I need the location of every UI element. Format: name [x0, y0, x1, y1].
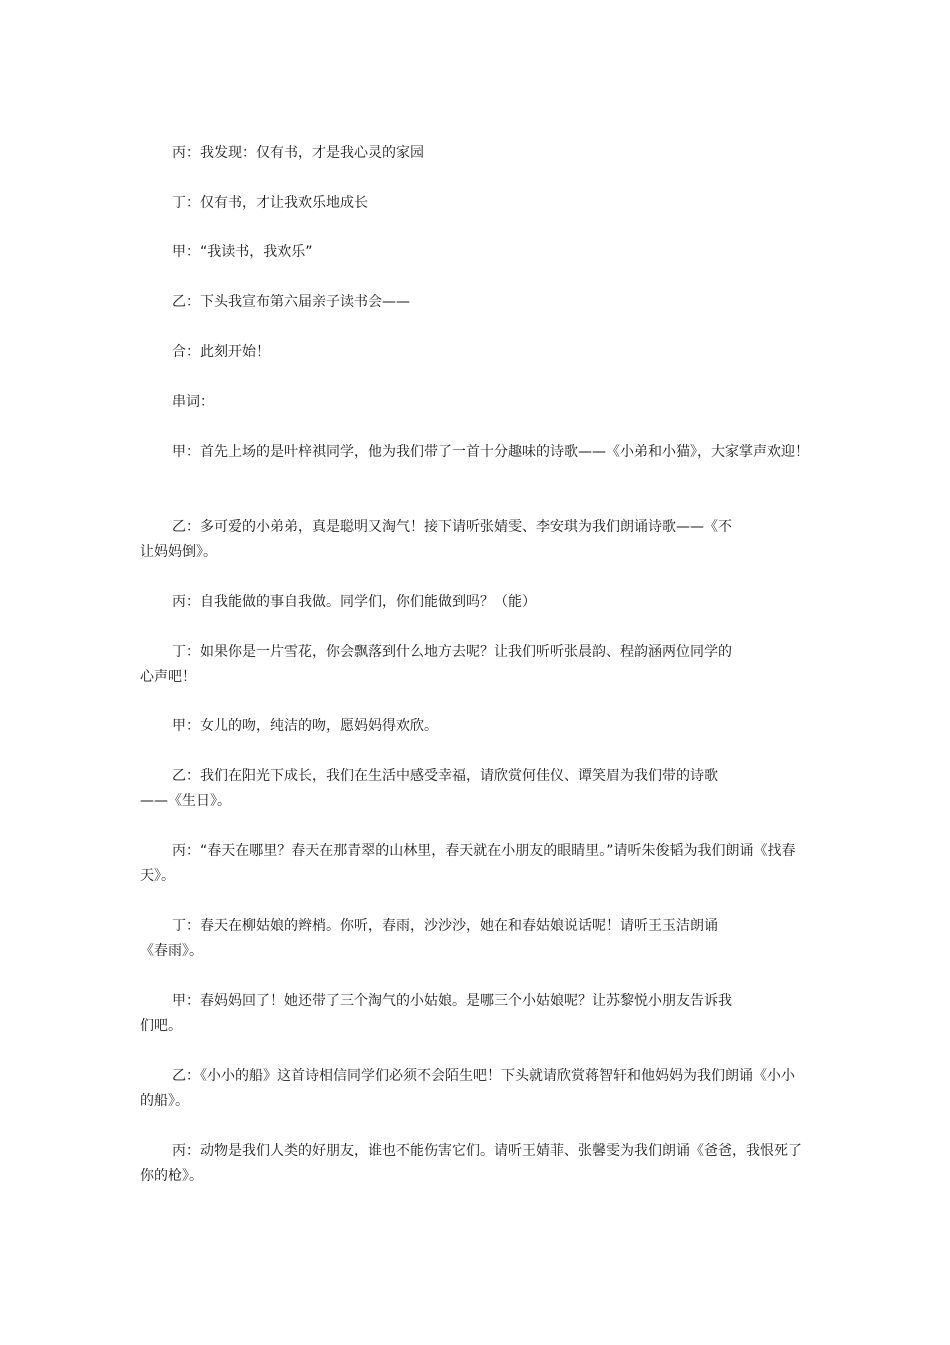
paragraph-chuanci-heading: 串词： — [172, 394, 214, 410]
paragraph-ding-spring-rain: 丁：春天在柳姑娘的辫梢。你听，春雨，沙沙沙，她在和春姑娘说话呢！请听王玉洁朗诵《春雨》。 — [140, 918, 718, 959]
paragraph-jia-spring-mother: 甲：春妈妈回了！她还带了三个淘气的小姑娘。是哪三个小姑娘呢？让苏黎悦小朋友告诉我们吧。 — [140, 993, 732, 1034]
paragraph-jia-daughters-kiss: 甲：女儿的吻，纯洁的吻，愿妈妈得欢欣。 — [172, 718, 438, 734]
paragraph-ding-growth: 丁：仅有书，才让我欢乐地成长 — [172, 195, 368, 211]
paragraph-yi-announce: 乙：下头我宣布第六届亲子读书会—— — [172, 294, 410, 310]
paragraph-bing-self-reliance: 丙：自我能做的事自我做。同学们，你们能做到吗？（能） — [172, 594, 536, 610]
paragraph-jia-slogan: 甲：“我读书，我欢乐” — [172, 244, 313, 260]
paragraph-he-start: 合：此刻开始！ — [172, 344, 270, 360]
paragraph-yi-birthday: 乙：我们在阳光下成长，我们在生活中感受幸福，请欣赏何佳仪、谭笑眉为我们带的诗歌——《生日》。 — [140, 768, 718, 809]
paragraph-yi-little-boat: 乙：《小小的船》这首诗相信同学们必须不会陌生吧！下头就请欣赏蒋智轩和他妈妈为我们朗诵《小小的船》。 — [140, 1068, 795, 1109]
paragraph-bing-spring: 丙：“春天在哪里？春天在那青翠的山林里，春天就在小朋友的眼睛里。”请听朱俊韬为我们朗诵《找春天》。 — [140, 843, 796, 884]
paragraph-ding-snowflake: 丁：如果你是一片雪花，你会飘落到什么地方去呢？让我们听听张晨韵、程韵涵两位同学的心声吧！ — [140, 644, 732, 685]
paragraph-bing-discovery: 丙：我发现：仅有书，才是我心灵的家园 — [172, 145, 424, 161]
paragraph-bing-animals: 丙：动物是我们人类的好朋友，谁也不能伤害它们。请听王婧菲、张馨雯为我们朗诵《爸爸，我恨死了你的枪》。 — [140, 1143, 802, 1184]
paragraph-jia-first-performer: 甲：首先上场的是叶梓祺同学，他为我们带了一首十分趣味的诗歌——《小弟和小猫》，大家掌声欢迎！ — [172, 444, 809, 460]
paragraph-yi-little-brother: 乙：多可爱的小弟弟，真是聪明又淘气！接下请听张婧雯、李安琪为我们朗诵诗歌——《不让妈妈倒》。 — [140, 519, 732, 560]
